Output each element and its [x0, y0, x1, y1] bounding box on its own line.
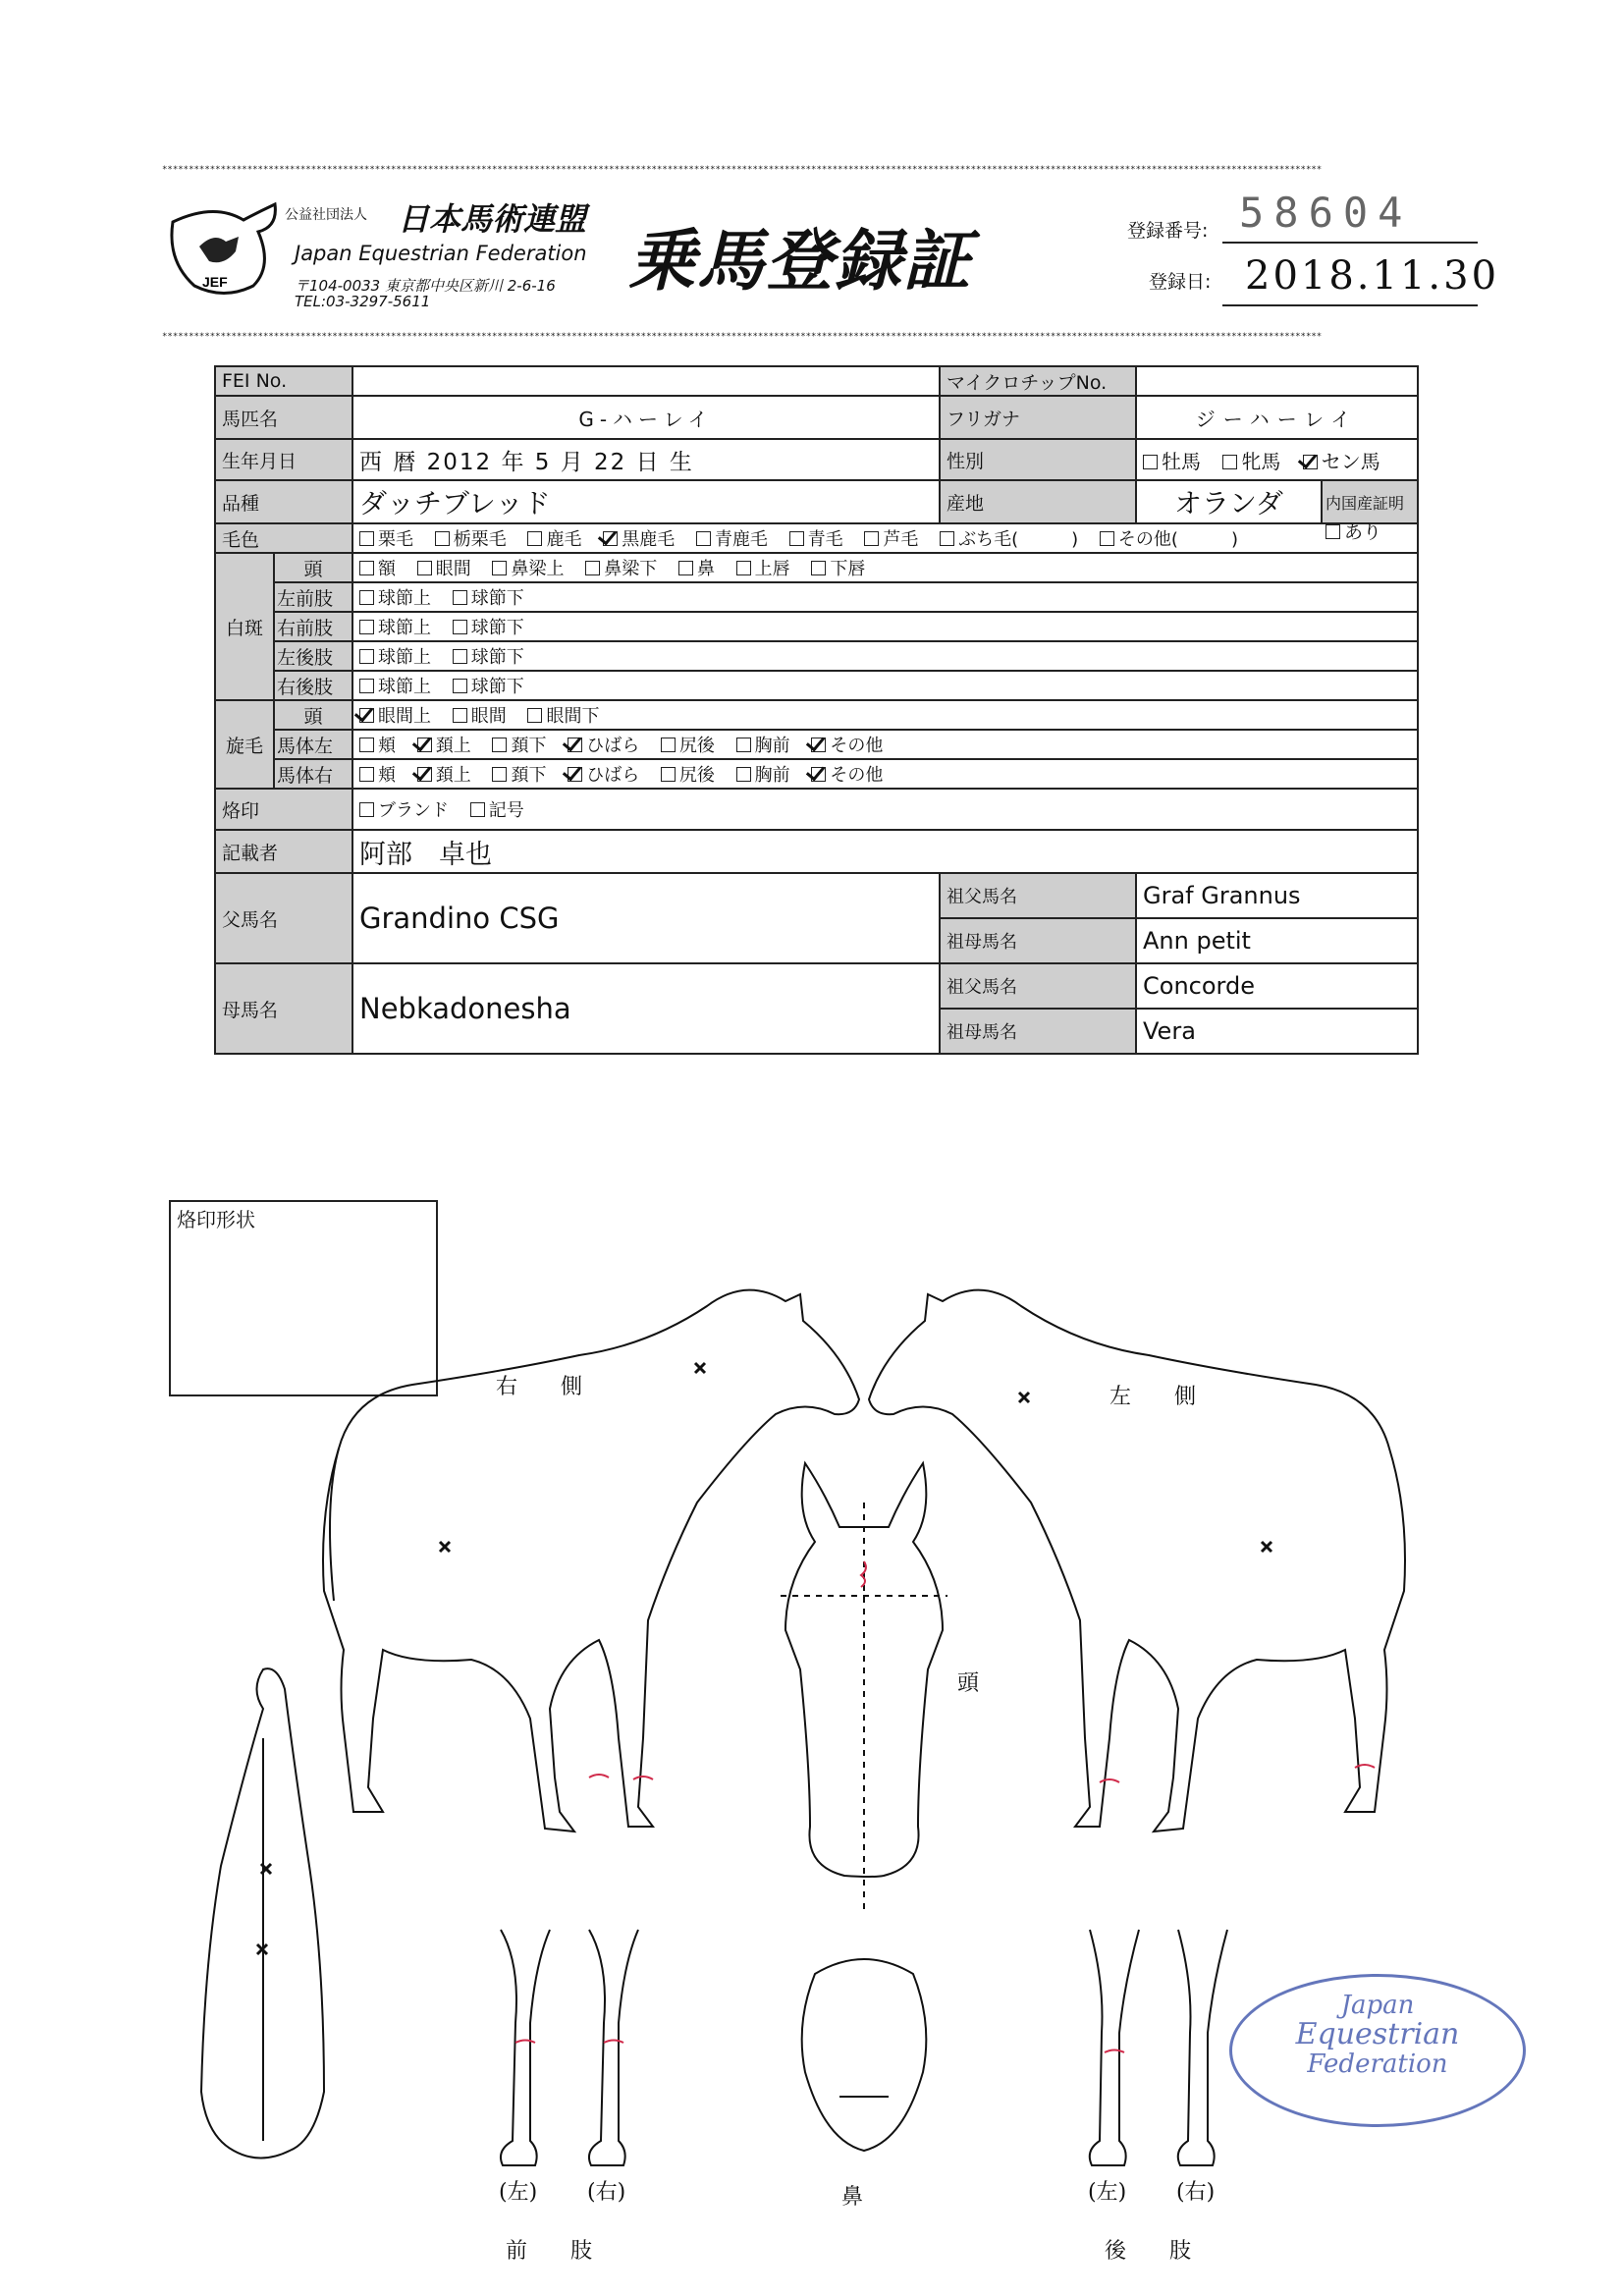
sex-option-gelding[interactable]: セン馬	[1303, 446, 1380, 474]
whorl-head-options	[352, 700, 1418, 730]
bottom-rule: **************************************************************************************************************************************************************************************************************************	[162, 332, 1323, 342]
fore-left-label: (左)	[499, 2180, 538, 2205]
whorl-left-chest[interactable]: 胸前	[736, 732, 790, 757]
furigana-value: ジーハーレイ	[1136, 396, 1418, 439]
white-head-options	[352, 553, 1418, 582]
leg-lf-options	[352, 582, 1418, 612]
white-head-upper-bridge[interactable]: 鼻梁上	[492, 555, 564, 580]
whorl-right-cheek[interactable]: 頬	[359, 761, 396, 787]
sex-option-stallion[interactable]: 牡馬	[1143, 446, 1201, 474]
foreleg-right-outline	[589, 1930, 638, 2165]
whorl-right-rump[interactable]: 尻後	[661, 761, 715, 787]
federation-stamp: Japan Equestrian Federation	[1229, 1974, 1526, 2127]
org-name-en: Japan Equestrian Federation	[295, 242, 587, 265]
hindleg-right-outline	[1178, 1930, 1227, 2165]
org-type: 公益社団法人	[285, 207, 367, 223]
org-address: 〒104-0033 東京都中央区新川 2-6-16	[295, 277, 556, 295]
red-markings	[515, 1561, 1375, 2052]
birth-label: 生年月日	[215, 439, 352, 480]
coat-option-dark-chestnut[interactable]: 栃栗毛	[435, 525, 507, 551]
coat-option-bay[interactable]: 鹿毛	[527, 525, 581, 551]
sire-gdam-label: 祖母馬名	[940, 918, 1136, 963]
recorder-label: 記載者	[215, 830, 352, 873]
white-head-nose[interactable]: 鼻	[678, 555, 715, 580]
name-value: G-ハーレイ	[352, 396, 940, 439]
brand-option-symbol[interactable]: 記号	[470, 796, 524, 822]
reg-date-underline	[1222, 304, 1478, 306]
whorl-head-below-eyes[interactable]: 眼間下	[527, 702, 599, 728]
whorl-left-cheek[interactable]: 頬	[359, 732, 396, 757]
dam-value: Nebkadonesha	[352, 963, 940, 1054]
whorl-left-label: 馬体左	[274, 730, 352, 759]
whorl-right-chest[interactable]: 胸前	[736, 761, 790, 787]
domestic-label: 内国産証明	[1322, 480, 1418, 523]
sex-options	[1136, 439, 1418, 480]
brand-label: 烙印	[215, 789, 352, 830]
whorl-label: 旋毛	[215, 700, 274, 789]
white-label: 白斑	[215, 553, 274, 700]
furigana-label: フリガナ	[940, 396, 1136, 439]
fei-label: FEI No.	[215, 366, 352, 396]
whorl-left-other[interactable]: その他	[811, 732, 883, 757]
leg-rf-label: 右前肢	[274, 612, 352, 641]
logo-text: JEF	[202, 274, 228, 290]
whorl-head-label: 頭	[274, 700, 352, 730]
fore-label: 前 肢	[506, 2239, 593, 2264]
white-head-upper-lip[interactable]: 上唇	[736, 555, 790, 580]
leg-lh-label: 左後肢	[274, 641, 352, 671]
fei-value	[352, 366, 940, 396]
coat-option-black[interactable]: 青毛	[789, 525, 843, 551]
leg-lf-above[interactable]: 球節上	[359, 584, 431, 610]
whorl-left-neck-lower[interactable]: 頚下	[492, 732, 546, 757]
dam-gsire-label: 祖父馬名	[940, 963, 1136, 1009]
nose-label: 鼻	[841, 2185, 864, 2210]
sire-label: 父馬名	[215, 873, 352, 963]
leg-rh-options	[352, 671, 1418, 700]
left-side-label: 左 側	[1109, 1385, 1197, 1409]
leg-rf-above[interactable]: 球節上	[359, 614, 431, 639]
coat-option-brown[interactable]: 青鹿毛	[696, 525, 768, 551]
head-label: 頭	[957, 1671, 980, 1696]
nose-outline	[802, 1959, 927, 2151]
leg-rh-above[interactable]: 球節上	[359, 673, 431, 698]
sire-gsire-label: 祖父馬名	[940, 873, 1136, 918]
whorl-left-flank[interactable]: ひばら	[568, 732, 639, 757]
white-head-lower-lip[interactable]: 下唇	[811, 555, 865, 580]
whorl-head-between-eyes[interactable]: 眼間	[453, 702, 507, 728]
whorl-left-neck-upper[interactable]: 頚上	[417, 732, 471, 757]
whorl-right-neck-lower[interactable]: 頚下	[492, 761, 546, 787]
horse-right-side-outline	[323, 1290, 859, 1831]
dam-label: 母馬名	[215, 963, 352, 1054]
dam-gsire-value: Concorde	[1136, 963, 1418, 1009]
sire-gsire-value: Graf Grannus	[1136, 873, 1418, 918]
leg-lh-options	[352, 641, 1418, 671]
white-head-label: 頭	[274, 553, 352, 582]
name-label: 馬匹名	[215, 396, 352, 439]
brand-shape-label: 烙印形状	[177, 1208, 255, 1231]
whorl-left-options	[352, 730, 1418, 759]
sire-gdam-value: Ann petit	[1136, 918, 1418, 963]
horse-rider-icon	[199, 237, 239, 262]
coat-option-dark-bay[interactable]: 黒鹿毛	[603, 525, 675, 551]
whorl-right-options	[352, 759, 1418, 789]
coat-label: 毛色	[215, 523, 352, 553]
leg-lh-above[interactable]: 球節上	[359, 643, 431, 669]
fore-right-label: (右)	[587, 2180, 626, 2205]
sex-label: 性別	[940, 439, 1136, 480]
org-tel: TEL:03-3297-5611	[295, 293, 431, 310]
domestic-option[interactable]: あり	[1325, 518, 1381, 544]
coat-option-pinto[interactable]: ぶち毛( )	[940, 525, 1078, 551]
chip-value	[1136, 366, 1418, 396]
origin-value: オランダ	[1136, 480, 1322, 523]
org-name-ja: 日本馬術連盟	[398, 200, 587, 238]
reg-number: 58604	[1239, 189, 1413, 237]
leg-rf-below[interactable]: 球節下	[453, 614, 524, 639]
dam-gdam-value: Vera	[1136, 1009, 1418, 1054]
reg-number-label: 登録番号:	[1127, 220, 1209, 242]
brand-option-brand[interactable]: ブランド	[359, 796, 449, 822]
coat-option-other[interactable]: その他( )	[1100, 525, 1238, 551]
recorder-value: 阿部 卓也	[352, 830, 1418, 873]
sire-value: Grandino CSG	[352, 873, 940, 963]
coat-option-chestnut[interactable]: 栗毛	[359, 525, 413, 551]
registration-table	[214, 365, 1419, 1055]
doc-title: 乗馬登録証	[628, 223, 973, 301]
leg-lf-below[interactable]: 球節下	[453, 584, 524, 610]
reg-number-underline	[1222, 242, 1478, 244]
white-head-forehead[interactable]: 額	[359, 555, 396, 580]
leg-rh-below[interactable]: 球節下	[453, 673, 524, 698]
birth-value: 西 暦 2012 年 5 月 22 日 生	[352, 439, 940, 480]
white-head-between-eyes[interactable]: 眼間	[417, 555, 471, 580]
right-side-label: 右 側	[496, 1375, 583, 1399]
dam-gdam-label: 祖母馬名	[940, 1009, 1136, 1054]
reg-date-label: 登録日:	[1149, 271, 1212, 293]
origin-label: 産地	[940, 480, 1136, 523]
hindleg-left-outline	[1090, 1930, 1139, 2165]
breed-value: ダッチブレッド	[352, 480, 940, 523]
chip-label: マイクロチップNo.	[940, 366, 1136, 396]
leg-lf-label: 左前肢	[274, 582, 352, 612]
horse-left-side-outline	[869, 1290, 1405, 1831]
sex-option-mare[interactable]: 牝馬	[1222, 446, 1280, 474]
whorl-left-rump[interactable]: 尻後	[661, 732, 715, 757]
coat-options	[352, 523, 1418, 553]
breed-label: 品種	[215, 480, 352, 523]
foreleg-left-outline	[501, 1930, 550, 2165]
whorl-head-above-eyes[interactable]: 眼間上	[359, 702, 431, 728]
leg-rh-label: 右後肢	[274, 671, 352, 700]
top-rule: **************************************************************************************************************************************************************************************************************************	[162, 165, 1323, 175]
whorl-right-label: 馬体右	[274, 759, 352, 789]
hind-left-label: (左)	[1088, 2180, 1127, 2205]
whorl-right-other[interactable]: その他	[811, 761, 883, 787]
whorl-right-flank[interactable]: ひばら	[568, 761, 639, 787]
jef-logo	[165, 192, 283, 301]
leg-rf-options	[352, 612, 1418, 641]
whorl-right-neck-upper[interactable]: 頚上	[417, 761, 471, 787]
hind-right-label: (右)	[1176, 2180, 1216, 2205]
white-head-lower-bridge[interactable]: 鼻梁下	[585, 555, 657, 580]
coat-option-grey[interactable]: 芦毛	[864, 525, 918, 551]
leg-lh-below[interactable]: 球節下	[453, 643, 524, 669]
hind-label: 後 肢	[1105, 2239, 1192, 2264]
brand-options	[352, 789, 1418, 830]
reg-date: 2018.11.30	[1245, 253, 1500, 299]
